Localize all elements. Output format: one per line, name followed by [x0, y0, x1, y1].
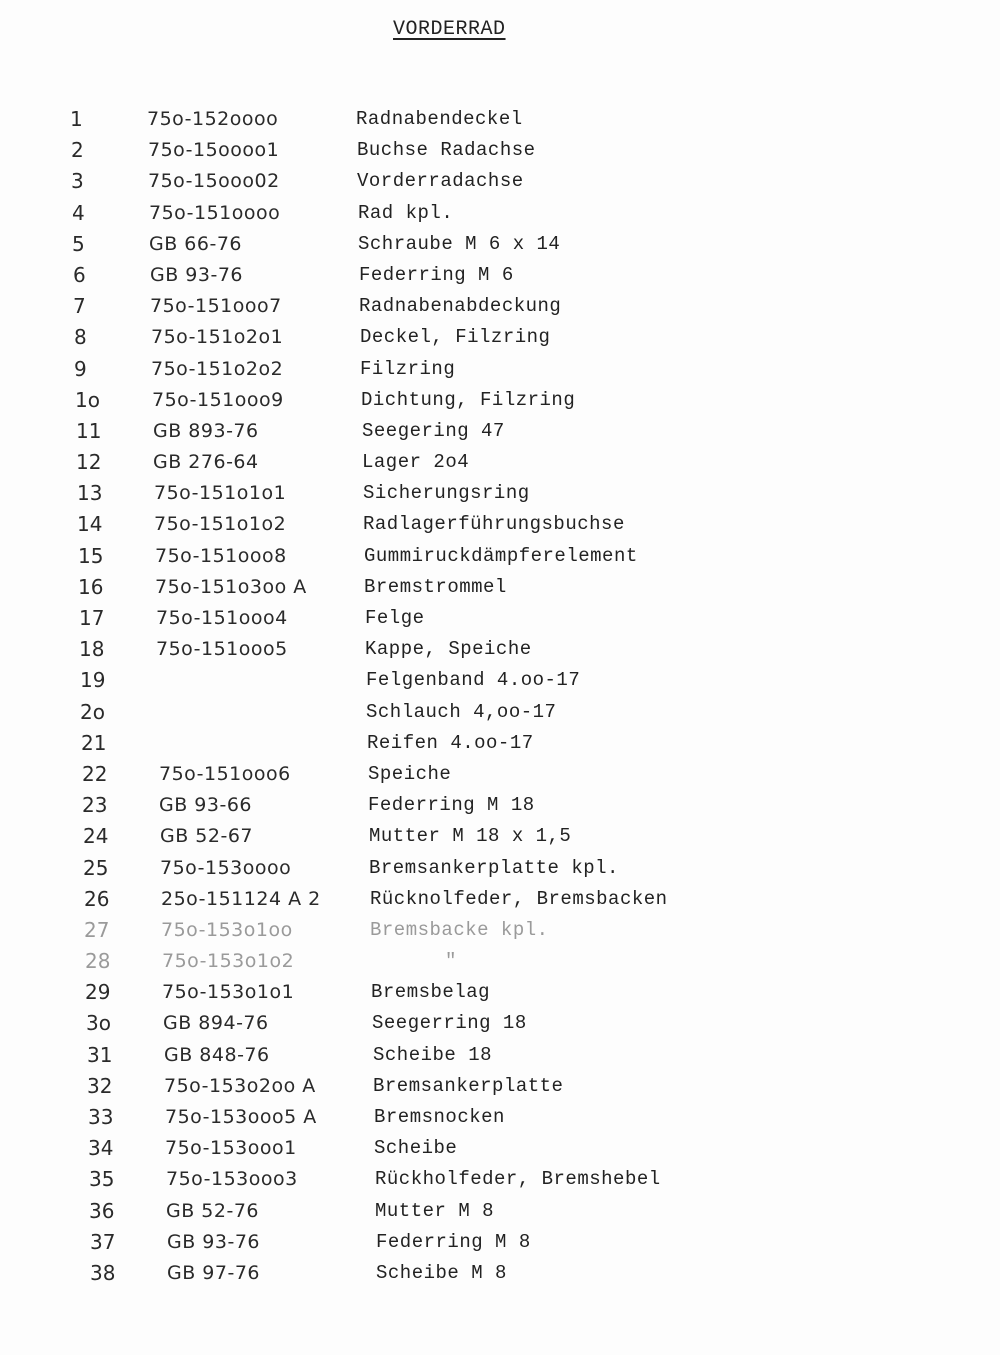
list-item: [0, 1196, 1000, 1227]
item-number: 16: [78, 574, 104, 599]
part-number: 75o-153ooo1: [165, 1137, 297, 1160]
list-item: [0, 665, 1000, 696]
list-item: [0, 946, 1000, 977]
item-number: 19: [80, 668, 106, 693]
item-number: 29: [85, 980, 111, 1005]
item-number: 2: [71, 138, 84, 163]
list-item: [0, 1008, 1000, 1039]
part-description: Lager 2o4: [362, 451, 470, 474]
item-number: 26: [84, 886, 110, 911]
part-description: Schlauch 4,oo-17: [366, 700, 557, 723]
item-number: 5: [72, 231, 85, 256]
item-number: 38: [90, 1260, 116, 1285]
part-description: Sicherungsring: [363, 482, 530, 505]
item-number: 17: [79, 606, 105, 630]
part-description: Reifen 4.oo-17: [367, 731, 534, 754]
list-item: [0, 416, 1000, 447]
part-description: Seegerring 18: [372, 1012, 527, 1035]
part-number: GB 93-76: [150, 263, 244, 286]
item-number: 4: [72, 200, 85, 225]
item-number: 1o: [75, 387, 100, 412]
item-number: 21: [81, 730, 107, 755]
part-number: 75o-151o3oo A: [155, 575, 307, 598]
part-description: Federring M 6: [359, 263, 514, 286]
part-description: Mutter M 18 x 1,5: [369, 825, 572, 848]
parts-list: [0, 104, 1000, 1289]
part-description: Radnabenabdeckung: [359, 295, 562, 318]
item-number: 35: [89, 1167, 115, 1192]
part-description: Kappe, Speiche: [365, 638, 532, 661]
part-description: Deckel, Filzring: [360, 326, 551, 349]
part-description: Scheibe 18: [373, 1043, 493, 1066]
part-description: Speiche: [368, 762, 452, 785]
item-number: 1: [70, 107, 83, 131]
list-item: [0, 104, 1000, 135]
part-description: Filzring: [360, 357, 456, 380]
part-description: Felgenband 4.oo-17: [366, 669, 581, 692]
item-number: 36: [89, 1198, 115, 1223]
part-number: 75o-15ooo02: [148, 170, 280, 193]
part-number: 75o-151ooo7: [150, 295, 282, 318]
part-number: 75o-153ooo5 A: [165, 1106, 317, 1128]
item-number: 28: [85, 949, 111, 974]
part-number: 75o-151oooo: [149, 201, 281, 224]
list-item: [0, 1071, 1000, 1102]
part-number: GB 52-76: [166, 1199, 260, 1222]
part-number: 75o-153oooo: [160, 856, 292, 879]
item-number: 12: [76, 450, 102, 475]
part-description: Buchse Radachse: [357, 139, 536, 162]
item-number: 3: [71, 169, 84, 194]
list-item: [0, 354, 1000, 385]
part-description: Scheibe M 8: [376, 1261, 507, 1284]
item-number: 6: [73, 262, 86, 287]
list-item: [0, 915, 1000, 946]
item-number: 8: [74, 325, 87, 350]
part-number: GB 52-67: [160, 825, 254, 848]
part-description: Bremstrommel: [364, 575, 507, 598]
list-item: [0, 291, 1000, 322]
part-description: Dichtung, Filzring: [361, 388, 576, 411]
part-description: Felge: [365, 607, 425, 629]
list-item: [0, 697, 1000, 728]
item-number: 11: [76, 418, 102, 443]
list-item: [0, 1164, 1000, 1195]
list-item: [0, 322, 1000, 353]
part-description: Mutter M 8: [375, 1199, 495, 1222]
item-number: 32: [87, 1073, 113, 1098]
part-description: Scheibe: [374, 1137, 458, 1160]
item-number: 18: [79, 637, 105, 662]
part-description: Bremsbacke kpl.: [370, 918, 549, 941]
item-number: 14: [77, 512, 103, 537]
list-item: [0, 853, 1000, 884]
part-description: Radnabendeckel: [356, 108, 523, 130]
item-number: 33: [88, 1105, 114, 1129]
part-description: Federring M 18: [368, 794, 535, 817]
part-description: Vorderradachse: [357, 170, 524, 193]
item-number: 2o: [80, 699, 105, 724]
list-item: [0, 509, 1000, 540]
part-number: 75o-151o1o2: [154, 513, 287, 536]
part-number: GB 848-76: [164, 1043, 270, 1066]
item-number: 22: [82, 761, 108, 786]
part-number: 75o-151o2o1: [151, 326, 284, 349]
list-item: [0, 385, 1000, 416]
part-number: 75o-153o1o2: [162, 950, 295, 973]
list-item: [0, 1040, 1000, 1071]
part-description: Rad kpl.: [358, 201, 454, 224]
list-item: [0, 478, 1000, 509]
list-item: [0, 759, 1000, 790]
list-item: [0, 790, 1000, 821]
list-item: [0, 1258, 1000, 1289]
part-description: Bremsnocken: [374, 1106, 505, 1128]
item-number: 27: [84, 917, 110, 942]
item-number: 23: [82, 793, 108, 818]
part-number: 75o-153o2oo A: [164, 1074, 316, 1097]
list-item: [0, 447, 1000, 478]
part-description: Schraube M 6 x 14: [358, 232, 561, 255]
list-item: [0, 541, 1000, 572]
part-number: 75o-151ooo6: [159, 762, 291, 785]
part-number: 25o-151124 A 2: [161, 887, 321, 910]
part-description: Bremsankerplatte: [373, 1074, 564, 1097]
item-number: 34: [88, 1136, 114, 1161]
list-item: [0, 1227, 1000, 1258]
part-description: Federring M 8: [376, 1230, 531, 1253]
part-number: 75o-151o1o1: [154, 482, 287, 505]
item-number: 37: [90, 1229, 116, 1254]
part-description: ": [445, 950, 457, 973]
part-number: 75o-151ooo8: [155, 544, 287, 567]
list-item: [0, 821, 1000, 852]
list-item: [0, 977, 1000, 1008]
part-number: 75o-151ooo4: [156, 607, 288, 629]
list-item: [0, 260, 1000, 291]
list-item: [0, 198, 1000, 229]
part-description: Bremsbelag: [371, 981, 491, 1004]
list-item: [0, 603, 1000, 634]
part-number: 75o-151ooo5: [156, 638, 288, 661]
part-description: Rücknolfeder, Bremsbacken: [370, 887, 668, 910]
part-description: Gummiruckdämpferelement: [364, 544, 638, 567]
list-item: [0, 884, 1000, 915]
item-number: 15: [78, 543, 104, 568]
part-number: 75o-153o1o1: [162, 981, 295, 1004]
part-number: 75o-151ooo9: [152, 388, 284, 411]
part-number: 75o-152oooo: [147, 108, 279, 130]
part-number: 75o-151o2o2: [151, 357, 284, 380]
part-number: GB 893-76: [153, 419, 259, 442]
part-number: GB 66-76: [149, 232, 243, 255]
part-description: Seegering 47: [362, 419, 505, 442]
part-description: Bremsankerplatte kpl.: [369, 856, 619, 879]
list-item: [0, 634, 1000, 665]
list-item: [0, 1102, 1000, 1133]
item-number: 31: [87, 1042, 113, 1067]
item-number: 24: [83, 824, 109, 849]
part-number: GB 894-76: [163, 1012, 269, 1035]
list-item: [0, 135, 1000, 166]
list-item: [0, 572, 1000, 603]
part-description: Rückholfeder, Bremshebel: [375, 1168, 661, 1191]
list-item: [0, 229, 1000, 260]
list-item: [0, 728, 1000, 759]
part-number: GB 97-76: [167, 1261, 261, 1284]
item-number: 9: [74, 356, 87, 381]
part-number: GB 93-66: [159, 794, 253, 817]
part-number: GB 276-64: [153, 451, 259, 474]
part-number: 75o-15oooo1: [148, 139, 280, 162]
item-number: 7: [73, 294, 86, 319]
part-description: Radlagerführungsbuchse: [363, 513, 625, 536]
item-number: 3o: [86, 1011, 111, 1036]
part-number: GB 93-76: [167, 1230, 261, 1253]
list-item: [0, 1133, 1000, 1164]
list-item: [0, 166, 1000, 197]
part-number: 75o-153o1oo: [161, 918, 293, 941]
item-number: 25: [83, 855, 109, 880]
item-number: 13: [77, 481, 103, 506]
part-number: 75o-153ooo3: [166, 1168, 298, 1191]
page-title: VORDERRAD: [393, 18, 506, 41]
